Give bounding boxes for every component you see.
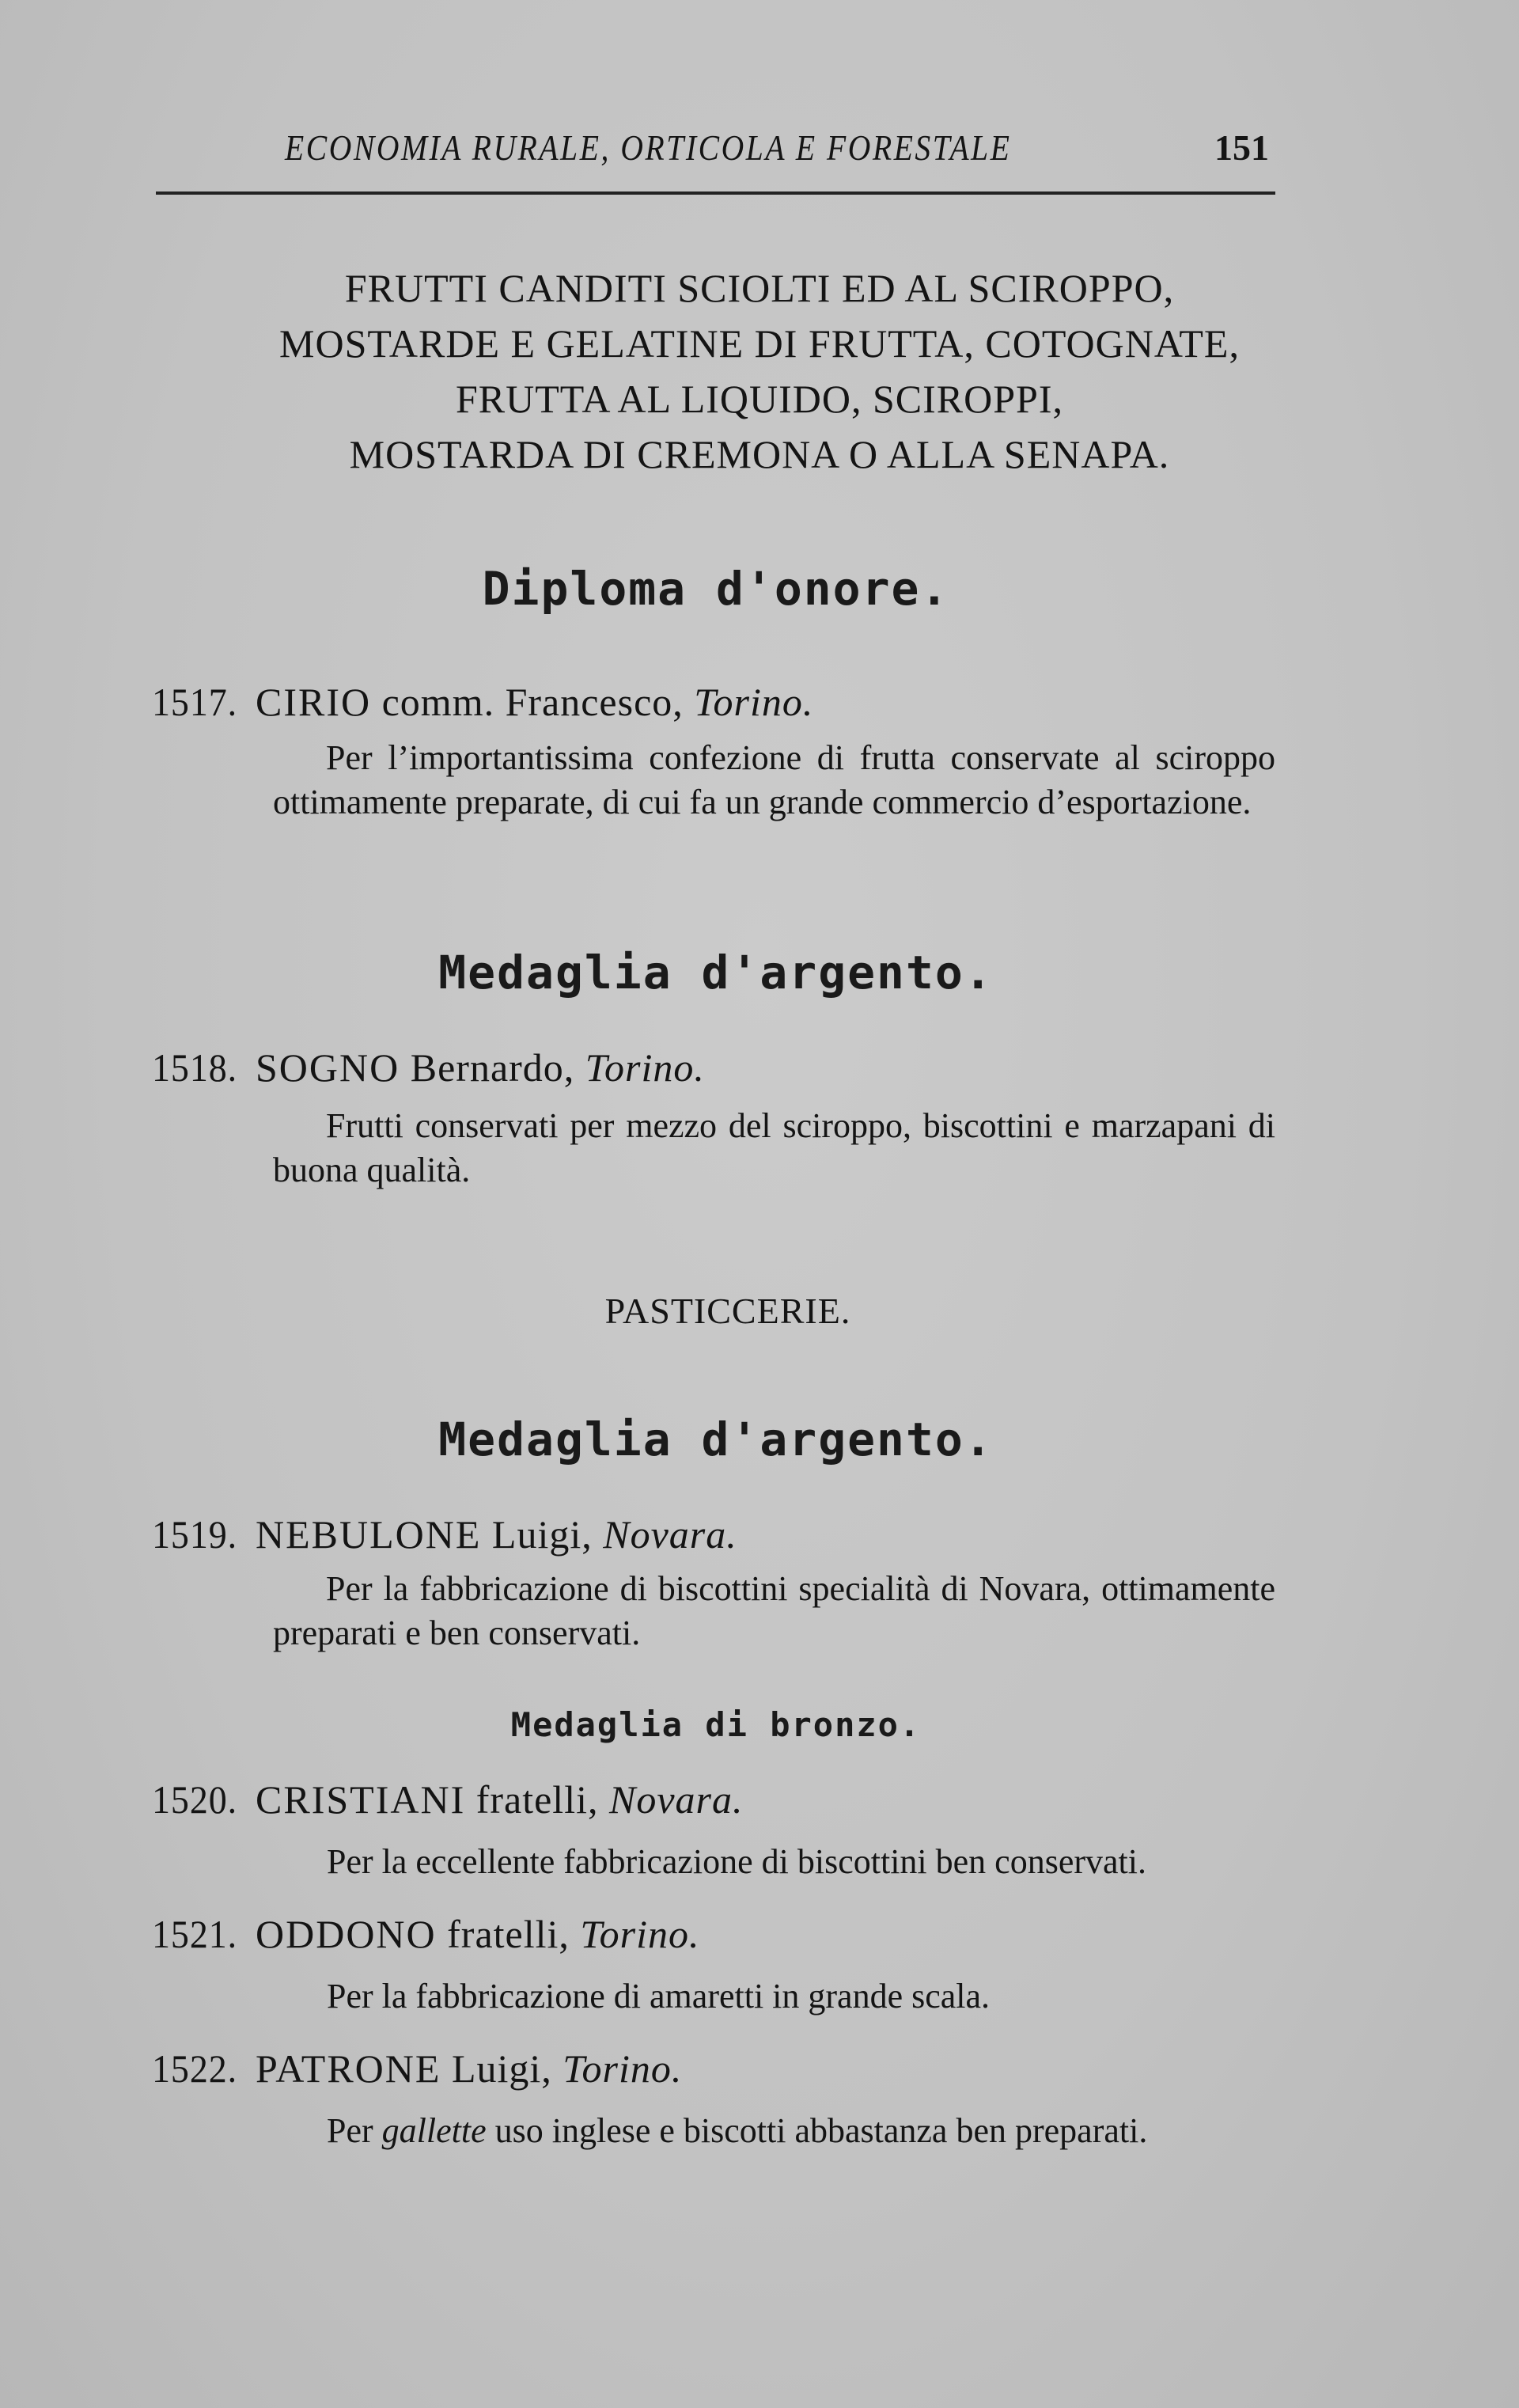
exhibitor-name: NEBULONE [256, 1512, 482, 1557]
exhibitor-place: Novara. [603, 1512, 737, 1557]
exhibitor-details: comm. Francesco, [371, 680, 695, 724]
entry-number: 1521. [152, 1912, 238, 1956]
section-title-pasticcerie: PASTICCERIE. [604, 1291, 851, 1331]
exhibitor-place: Torino. [563, 2046, 683, 2091]
description-text: Frutti conservati per mezzo del sciroppo, biscottini e marzapani di buona qualità. [273, 1106, 1275, 1189]
exhibitor-name: SOGNO [256, 1045, 400, 1090]
entry-1518-description [273, 1104, 1275, 1193]
award-heading-silver: Medaglia d'argento. [438, 946, 994, 999]
entry-1520-description: Per la eccellente fabbricazione di biscottini ben conservati. [327, 1842, 1146, 1881]
entry-number: 1517. [152, 680, 238, 724]
entry-1521-description: Per la fabbricazione di amaretti in grande scala. [327, 1977, 991, 2016]
entry-1517-heading [152, 679, 813, 725]
entry-1521-heading [152, 1911, 700, 1957]
section-title-line-4: MOSTARDA DI CREMONA O ALLA SENAPA. [349, 432, 1170, 476]
entry-1519-description [273, 1567, 1275, 1655]
description-italic-term: gallette [381, 2111, 487, 2150]
running-title: ECONOMIA RURALE, ORTICOLA E FORESTALE [285, 127, 1012, 168]
exhibitor-details: Luigi, [441, 2046, 563, 2091]
page-number: 151 [1214, 127, 1269, 168]
entry-1520-heading [152, 1777, 743, 1822]
award-heading-bronze: Medaglia di bronzo. [510, 1705, 922, 1744]
award-heading-silver: Medaglia d'argento. [438, 1413, 994, 1466]
exhibitor-name: PATRONE [256, 2046, 441, 2091]
entry-number: 1519. [152, 1512, 238, 1557]
exhibitor-details: fratelli, [465, 1777, 609, 1822]
entry-1517-description [273, 736, 1275, 825]
description-text: uso inglese e biscotti abbastanza ben preparati. [486, 2111, 1148, 2150]
entry-1519-heading [152, 1511, 737, 1557]
entry-1522-heading [152, 2046, 682, 2091]
entry-number: 1520. [152, 1777, 238, 1822]
exhibitor-place: Torino. [585, 1045, 705, 1090]
award-heading-diploma: Diploma d'onore. [482, 562, 950, 616]
section-title-line-1: FRUTTI CANDITI SCIOLTI ED AL SCIROPPO, [344, 266, 1175, 310]
exhibitor-place: Torino. [580, 1912, 700, 1956]
exhibitor-details: Luigi, [481, 1512, 604, 1557]
exhibitor-place: Torino. [694, 680, 814, 724]
description-text: Per [327, 2111, 382, 2150]
entry-1522-description [327, 2109, 1147, 2153]
entry-number: 1518. [152, 1045, 238, 1090]
header-rule [156, 192, 1275, 195]
exhibitor-details: Bernardo, [400, 1045, 585, 1090]
exhibitor-name: ODDONO [256, 1912, 437, 1956]
exhibitor-place: Novara. [608, 1777, 744, 1822]
section-title-line-2: MOSTARDE E GELATINE DI FRUTTA, COTOGNATE, [279, 321, 1240, 366]
exhibitor-name: CRISTIANI [256, 1777, 466, 1822]
exhibitor-name: CIRIO [256, 680, 372, 724]
description-text: Per la fabbricazione di biscottini specialità di Novara, ottimamente preparati e ben conservati. [273, 1569, 1275, 1652]
entry-1518-heading [152, 1045, 705, 1090]
exhibitor-details: fratelli, [436, 1912, 581, 1956]
description-text: Per l’importantissima confezione di frutta conservate al sciroppo ottimamente preparate, di cui fa un grande commercio d’esportazione. [273, 738, 1275, 821]
entry-number: 1522. [152, 2046, 238, 2091]
section-title-line-3: FRUTTA AL LIQUIDO, SCIROPPI, [455, 377, 1064, 421]
